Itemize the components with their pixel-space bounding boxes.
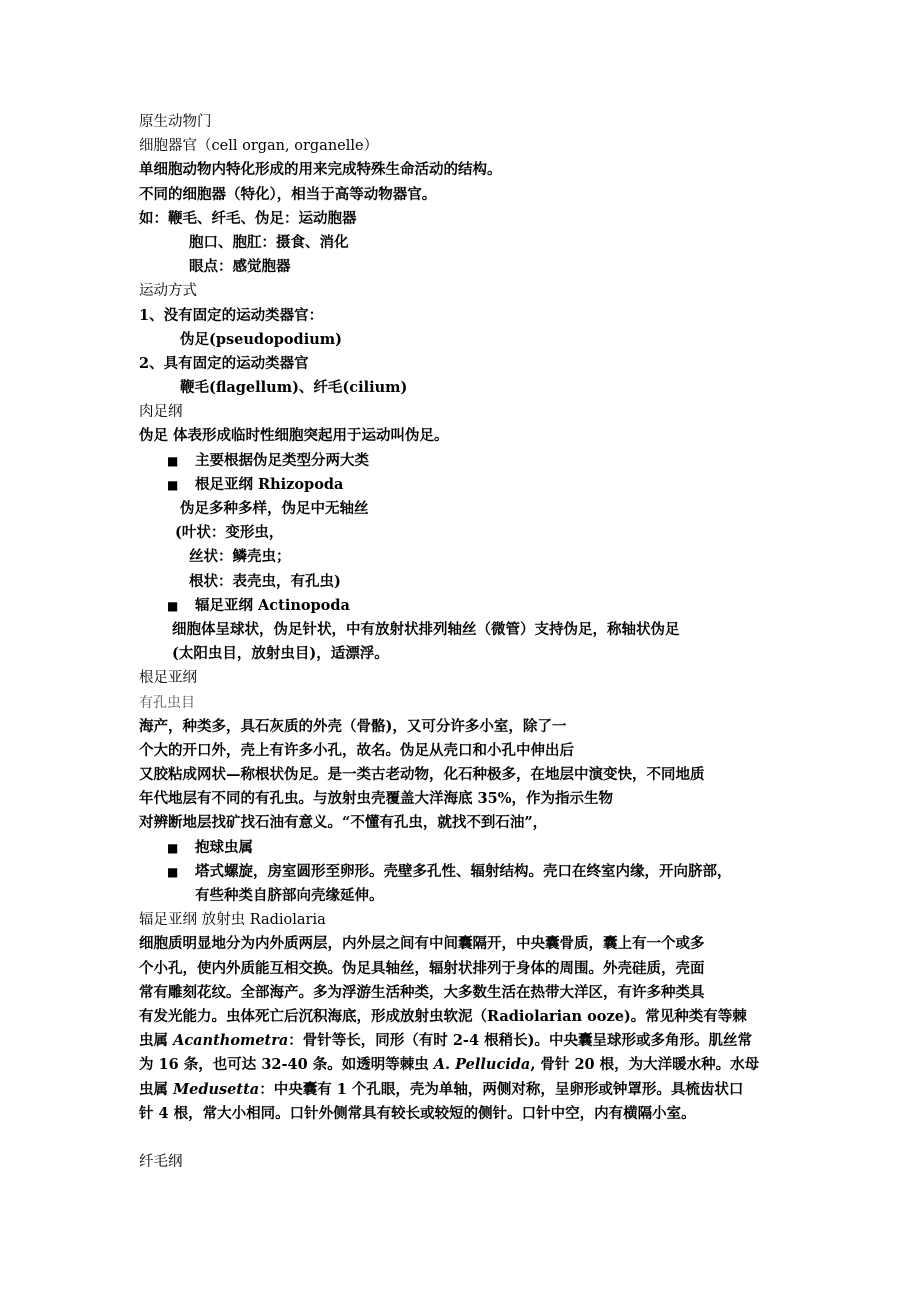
bullet-item bbox=[139, 860, 789, 884]
bullet-square-icon: ■ bbox=[167, 453, 179, 468]
heading-organelle: 细胞器官（cell organ, organelle） bbox=[139, 138, 379, 155]
bullet-item bbox=[139, 836, 789, 860]
text-line: 伪足 体表形成临时性细胞突起用于运动叫伪足。 bbox=[139, 427, 449, 445]
bullet-item bbox=[139, 473, 789, 497]
text-run: ：中央囊有 1 个孔眼，壳为单轴，两侧对称，呈卵形或钟罩形。具梳齿状口 bbox=[259, 1080, 744, 1098]
species-name: A. Pellucida bbox=[433, 1056, 531, 1074]
text-run: 虫属 bbox=[139, 1080, 174, 1098]
document-body bbox=[139, 110, 789, 1174]
text-line: 单细胞动物内特化形成的用来完成特殊生命活动的结构。 bbox=[139, 161, 502, 179]
text-run: , 骨针 20 根，为大洋暖水种。水母 bbox=[530, 1056, 760, 1074]
text-line: (叶状：变形虫， bbox=[175, 524, 284, 542]
text-line: 胞口、胞肛：摄食、消化 bbox=[189, 233, 349, 251]
heading-locomotion: 运动方式 bbox=[139, 283, 197, 300]
text-line: 2、具有固定的运动类器官 bbox=[139, 354, 309, 372]
heading-radiolaria: 辐足亚纲 放射虫 Radiolaria bbox=[139, 912, 326, 929]
bullet-square-icon: ■ bbox=[167, 864, 179, 879]
text-line: 细胞体呈球状，伪足针状，中有放射状排列轴丝（微管）支持伪足，称轴状伪足 bbox=[172, 620, 680, 638]
text-line: 又胶粘成网状—称根状伪足。是一类古老动物，化石种极多，在地层中演变快，不同地质 bbox=[139, 766, 705, 784]
bullet-text: 塔式螺旋，房室圆形至卵形。壳壁多孔性、辐射结构。壳口在终室内缘，开向脐部， bbox=[195, 862, 732, 880]
text-line bbox=[139, 1053, 789, 1077]
bullet-text: 主要根据伪足类型分两大类 bbox=[195, 451, 369, 469]
heading-foraminifera: 有孔虫目 bbox=[139, 694, 195, 711]
bullet-square-icon: ■ bbox=[167, 477, 179, 492]
text-line: 个大的开口外，壳上有许多小孔，故名。伪足从壳口和小孔中伸出后 bbox=[139, 741, 574, 759]
text-line: 年代地层有不同的有孔虫。与放射虫壳覆盖大洋海底 35%，作为指示生物 bbox=[139, 790, 614, 808]
heading-ciliata: 纤毛纲 bbox=[139, 1153, 183, 1170]
text-run: 虫属 bbox=[139, 1032, 174, 1050]
text-run: 为 16 条，也可达 32-40 条。如透明等棘虫 bbox=[139, 1056, 434, 1074]
bullet-item bbox=[139, 594, 789, 618]
bullet-text: 辐足亚纲 Actinopoda bbox=[195, 596, 350, 614]
bullet-text: 根足亚纲 Rhizopoda bbox=[195, 475, 344, 493]
bullet-square-icon: ■ bbox=[167, 598, 179, 613]
text-line: (太阳虫目，放射虫目)，适漂浮。 bbox=[172, 645, 389, 663]
text-line: 有些种类自脐部向壳缘延伸。 bbox=[195, 887, 384, 904]
text-line: 对辨断地层找矿找石油有意义。“不懂有孔虫，就找不到石油”， bbox=[139, 814, 548, 832]
bullet-text: 抱球虫属 bbox=[195, 838, 253, 856]
heading-rhizopoda: 根足亚纲 bbox=[139, 670, 197, 687]
genus-name: Acanthometra bbox=[173, 1032, 289, 1050]
text-line: 个小孔，使内外质能互相交换。伪足具轴丝，辐射状排列于身体的周围。外壳硅质，壳面 bbox=[139, 959, 705, 977]
text-line: 海产，种类多，具石灰质的外壳（骨骼)，又可分许多小室，除了一 bbox=[139, 717, 567, 735]
genus-name: Medusetta bbox=[173, 1080, 260, 1098]
text-line: 丝状：鳞壳虫； bbox=[189, 548, 291, 566]
text-line: 细胞质明显地分为内外质两层，内外层之间有中间囊隔开，中央囊骨质，囊上有一个或多 bbox=[139, 935, 705, 953]
text-line: 根状：表壳虫，有孔虫) bbox=[189, 572, 341, 590]
text-line: 如：鞭毛、纤毛、伪足：运动胞器 bbox=[139, 209, 357, 227]
heading-phylum: 原生动物门 bbox=[139, 114, 212, 130]
text-line bbox=[139, 1078, 789, 1102]
text-line bbox=[139, 1029, 789, 1053]
text-line: 不同的细胞器（特化），相当于高等动物器官。 bbox=[139, 185, 437, 203]
text-line: 常有雕刻花纹。全部海产。多为浮游生活种类，大多数生活在热带大洋区，有许多种类具 bbox=[139, 983, 705, 1001]
text-line: 有发光能力。虫体死亡后沉积海底，形成放射虫软泥（Radiolarian ooze)。常见种类有等棘 bbox=[139, 1007, 747, 1025]
blank-line bbox=[139, 1126, 789, 1150]
text-line: 伪足(pseudopodium) bbox=[180, 330, 342, 348]
heading-sarcodina: 肉足纲 bbox=[139, 404, 183, 421]
bullet-square-icon: ■ bbox=[167, 840, 179, 855]
text-line: 眼点：感觉胞器 bbox=[189, 258, 291, 276]
text-line: 鞭毛(flagellum)、纤毛(cilium) bbox=[180, 379, 408, 397]
bullet-item bbox=[139, 449, 789, 473]
text-line: 伪足多种多样，伪足中无轴丝 bbox=[180, 500, 369, 517]
text-run: ：骨针等长，同形（有时 2-4 根稍长)。中央囊呈球形或多角形。肌丝常 bbox=[288, 1032, 752, 1050]
text-line: 针 4 根，常大小相同。口针外侧常具有较长或较短的侧针。口针中空，内有横隔小室。 bbox=[139, 1104, 696, 1122]
text-line: 1、没有固定的运动类器官： bbox=[139, 306, 324, 324]
